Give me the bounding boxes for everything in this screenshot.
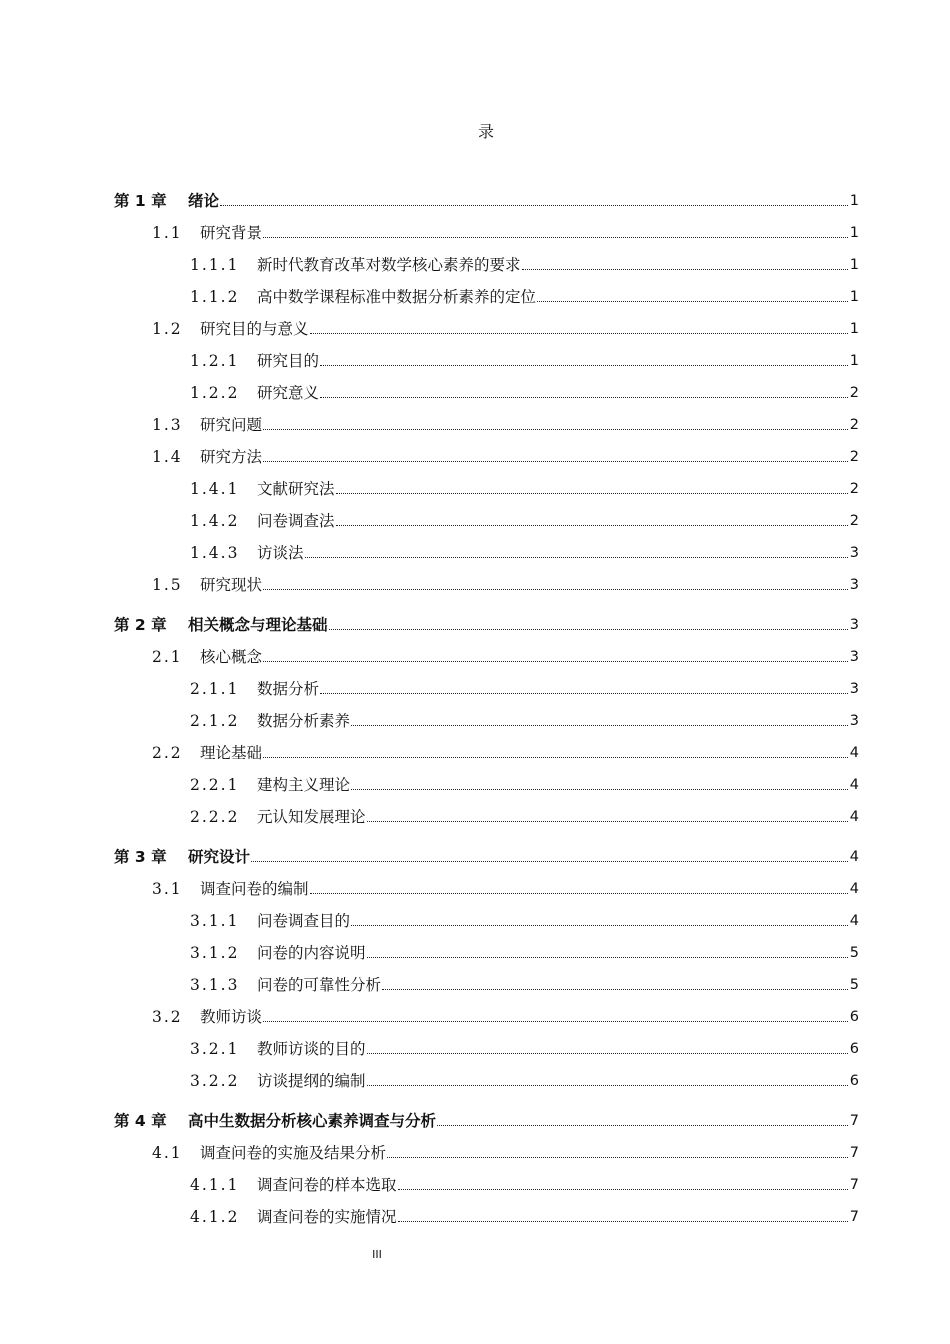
toc-chapter-entry[interactable]: [114, 835, 859, 867]
toc-section-entry[interactable]: [114, 995, 859, 1027]
toc-entry-page: 4: [849, 881, 859, 897]
toc-entry-number: 3.1.1: [190, 912, 240, 930]
toc-entry-page: 1: [849, 321, 859, 337]
toc-entry-page: 4: [849, 809, 859, 825]
toc-entry-title: 建构主义理论: [257, 776, 351, 794]
page-number-footer: III: [372, 1248, 382, 1261]
toc-entry-page: 4: [849, 849, 859, 865]
toc-subsection-entry[interactable]: [114, 899, 859, 931]
toc-entry-page: 2: [849, 385, 859, 401]
toc-section-entry[interactable]: [114, 563, 859, 595]
toc-entry-title: 研究目的与意义: [200, 320, 309, 338]
toc-leader-dots: [367, 821, 848, 822]
toc-entry-page: 2: [849, 481, 859, 497]
toc-leader-dots: [351, 789, 848, 790]
toc-leader-dots: [263, 589, 848, 590]
toc-entry-number: 1.4.1: [190, 480, 240, 498]
table-of-contents: [114, 179, 859, 1227]
toc-entry-number: 4.1.2: [190, 1208, 240, 1226]
toc-entry-number: 1.4: [152, 448, 183, 466]
toc-entry-page: 6: [849, 1073, 859, 1089]
toc-entry-number: 2.2.2: [190, 808, 240, 826]
toc-subsection-entry[interactable]: [114, 1195, 859, 1227]
toc-section-entry[interactable]: [114, 307, 859, 339]
toc-section-entry[interactable]: [114, 435, 859, 467]
toc-entry-page: 3: [849, 713, 859, 729]
toc-entry-page: 4: [849, 777, 859, 793]
toc-entry-title: 理论基础: [200, 744, 263, 762]
toc-leader-dots: [367, 1053, 848, 1054]
toc-entry-title: 调查问卷的实施情况: [257, 1208, 397, 1226]
toc-entry-number: 第 4 章: [114, 1112, 167, 1130]
toc-entry-page: 1: [849, 257, 859, 273]
toc-entry-page: 1: [849, 193, 859, 209]
toc-entry-title: 数据分析: [257, 680, 320, 698]
toc-leader-dots: [329, 629, 848, 630]
toc-entry-title: 问卷调查法: [257, 512, 335, 530]
toc-subsection-entry[interactable]: [114, 667, 859, 699]
toc-entry-number: 3.1: [152, 880, 183, 898]
toc-leader-dots: [251, 861, 848, 862]
toc-subsection-entry[interactable]: [114, 963, 859, 995]
toc-leader-dots: [263, 661, 848, 662]
toc-heading: 录: [477, 122, 494, 141]
toc-leader-dots: [320, 397, 848, 398]
toc-entry-title: 研究背景: [200, 224, 263, 242]
toc-entry-title: 访谈法: [257, 544, 304, 562]
toc-leader-dots: [437, 1125, 848, 1126]
toc-leader-dots: [220, 205, 848, 206]
toc-entry-title: 研究设计: [188, 848, 251, 866]
toc-entry-page: 3: [849, 577, 859, 593]
toc-leader-dots: [310, 893, 848, 894]
toc-entry-page: 7: [849, 1113, 859, 1129]
toc-entry-title: 元认知发展理论: [257, 808, 366, 826]
toc-subsection-entry[interactable]: [114, 1059, 859, 1091]
toc-leader-dots: [263, 757, 848, 758]
toc-leader-dots: [351, 925, 848, 926]
toc-subsection-entry[interactable]: [114, 467, 859, 499]
toc-entry-number: 1.4.2: [190, 512, 240, 530]
toc-entry-page: 4: [849, 745, 859, 761]
toc-entry-title: 数据分析素养: [257, 712, 351, 730]
toc-entry-title: 访谈提纲的编制: [257, 1072, 366, 1090]
toc-entry-title: 研究目的: [257, 352, 320, 370]
toc-subsection-entry[interactable]: [114, 371, 859, 403]
toc-entry-number: 2.1.2: [190, 712, 240, 730]
toc-entry-title: 高中生数据分析核心素养调查与分析: [188, 1112, 437, 1130]
toc-entry-number: 2.2.1: [190, 776, 240, 794]
toc-entry-title: 调查问卷的样本选取: [257, 1176, 397, 1194]
toc-entry-page: 5: [849, 945, 859, 961]
toc-entry-number: 1.2: [152, 320, 183, 338]
toc-entry-number: 3.2.2: [190, 1072, 240, 1090]
toc-entry-number: 4.1.1: [190, 1176, 240, 1194]
toc-entry-number: 1.2.1: [190, 352, 240, 370]
toc-leader-dots: [305, 557, 848, 558]
toc-leader-dots: [320, 365, 848, 366]
toc-entry-page: 2: [849, 513, 859, 529]
toc-section-entry[interactable]: [114, 731, 859, 763]
toc-subsection-entry[interactable]: [114, 795, 859, 827]
toc-section-entry[interactable]: [114, 403, 859, 435]
toc-subsection-entry[interactable]: [114, 931, 859, 963]
toc-entry-number: 4.1: [152, 1144, 183, 1162]
toc-entry-page: 1: [849, 225, 859, 241]
toc-entry-number: 2.1.1: [190, 680, 240, 698]
toc-subsection-entry[interactable]: [114, 339, 859, 371]
toc-entry-number: 1.1: [152, 224, 183, 242]
toc-entry-page: 7: [849, 1145, 859, 1161]
toc-leader-dots: [310, 333, 848, 334]
toc-entry-title: 研究意义: [257, 384, 320, 402]
toc-entry-title: 绪论: [188, 192, 220, 210]
toc-entry-page: 6: [849, 1041, 859, 1057]
toc-leader-dots: [537, 301, 848, 302]
toc-entry-title: 教师访谈的目的: [257, 1040, 366, 1058]
toc-entry-title: 研究现状: [200, 576, 263, 594]
toc-entry-page: 2: [849, 449, 859, 465]
toc-chapter-entry[interactable]: [114, 179, 859, 211]
toc-section-entry[interactable]: [114, 1131, 859, 1163]
toc-subsection-entry[interactable]: [114, 531, 859, 563]
toc-chapter-entry[interactable]: [114, 1099, 859, 1131]
toc-entry-number: 2.1: [152, 648, 183, 666]
toc-entry-number: 第 1 章: [114, 192, 167, 210]
toc-leader-dots: [336, 493, 848, 494]
toc-entry-title: 研究方法: [200, 448, 263, 466]
toc-entry-title: 相关概念与理论基础: [188, 616, 328, 634]
toc-entry-title: 新时代教育改革对数学核心素养的要求: [257, 256, 521, 274]
toc-leader-dots: [351, 725, 848, 726]
toc-entry-page: 1: [849, 353, 859, 369]
toc-leader-dots: [263, 461, 848, 462]
toc-entry-page: 5: [849, 977, 859, 993]
toc-entry-title: 问卷的内容说明: [257, 944, 366, 962]
toc-entry-title: 调查问卷的实施及结果分析: [200, 1144, 387, 1162]
toc-subsection-entry[interactable]: [114, 763, 859, 795]
toc-entry-title: 高中数学课程标准中数据分析素养的定位: [257, 288, 537, 306]
toc-entry-number: 1.2.2: [190, 384, 240, 402]
toc-entry-title: 文献研究法: [257, 480, 335, 498]
toc-section-entry[interactable]: [114, 211, 859, 243]
toc-entry-number: 1.4.3: [190, 544, 240, 562]
toc-entry-number: 3.1.3: [190, 976, 240, 994]
toc-leader-dots: [263, 237, 848, 238]
toc-section-entry[interactable]: [114, 867, 859, 899]
toc-entry-title: 教师访谈: [200, 1008, 263, 1026]
toc-entry-title: 问卷调查目的: [257, 912, 351, 930]
toc-entry-number: 第 2 章: [114, 616, 167, 634]
toc-entry-number: 1.1.2: [190, 288, 240, 306]
toc-entry-number: 1.1.1: [190, 256, 240, 274]
toc-entry-page: 3: [849, 649, 859, 665]
toc-entry-number: 3.2: [152, 1008, 183, 1026]
toc-entry-page: 3: [849, 545, 859, 561]
toc-entry-title: 核心概念: [200, 648, 263, 666]
toc-subsection-entry[interactable]: [114, 499, 859, 531]
toc-section-entry[interactable]: [114, 635, 859, 667]
toc-entry-title: 问卷的可靠性分析: [257, 976, 382, 994]
toc-entry-page: 3: [849, 681, 859, 697]
toc-subsection-entry[interactable]: [114, 1027, 859, 1059]
toc-entry-page: 1: [849, 289, 859, 305]
toc-leader-dots: [320, 693, 848, 694]
toc-leader-dots: [263, 1021, 848, 1022]
toc-entry-page: 4: [849, 913, 859, 929]
toc-entry-number: 3.2.1: [190, 1040, 240, 1058]
toc-subsection-entry[interactable]: [114, 699, 859, 731]
toc-entry-number: 3.1.2: [190, 944, 240, 962]
toc-entry-page: 6: [849, 1009, 859, 1025]
toc-entry-page: 3: [849, 617, 859, 633]
toc-leader-dots: [263, 429, 848, 430]
toc-leader-dots: [387, 1157, 848, 1158]
toc-entry-number: 1.5: [152, 576, 183, 594]
toc-entry-title: 调查问卷的编制: [200, 880, 309, 898]
toc-entry-page: 7: [849, 1177, 859, 1193]
toc-entry-title: 研究问题: [200, 416, 263, 434]
toc-entry-number: 第 3 章: [114, 848, 167, 866]
toc-subsection-entry[interactable]: [114, 243, 859, 275]
toc-leader-dots: [367, 957, 848, 958]
toc-leader-dots: [398, 1189, 848, 1190]
toc-entry-page: 7: [849, 1209, 859, 1225]
toc-entry-page: 2: [849, 417, 859, 433]
toc-entry-number: 2.2: [152, 744, 183, 762]
toc-entry-number: 1.3: [152, 416, 183, 434]
toc-subsection-entry[interactable]: [114, 1163, 859, 1195]
toc-leader-dots: [382, 989, 848, 990]
toc-leader-dots: [398, 1221, 848, 1222]
toc-leader-dots: [367, 1085, 848, 1086]
toc-subsection-entry[interactable]: [114, 275, 859, 307]
toc-leader-dots: [522, 269, 848, 270]
toc-chapter-entry[interactable]: [114, 603, 859, 635]
toc-leader-dots: [336, 525, 848, 526]
